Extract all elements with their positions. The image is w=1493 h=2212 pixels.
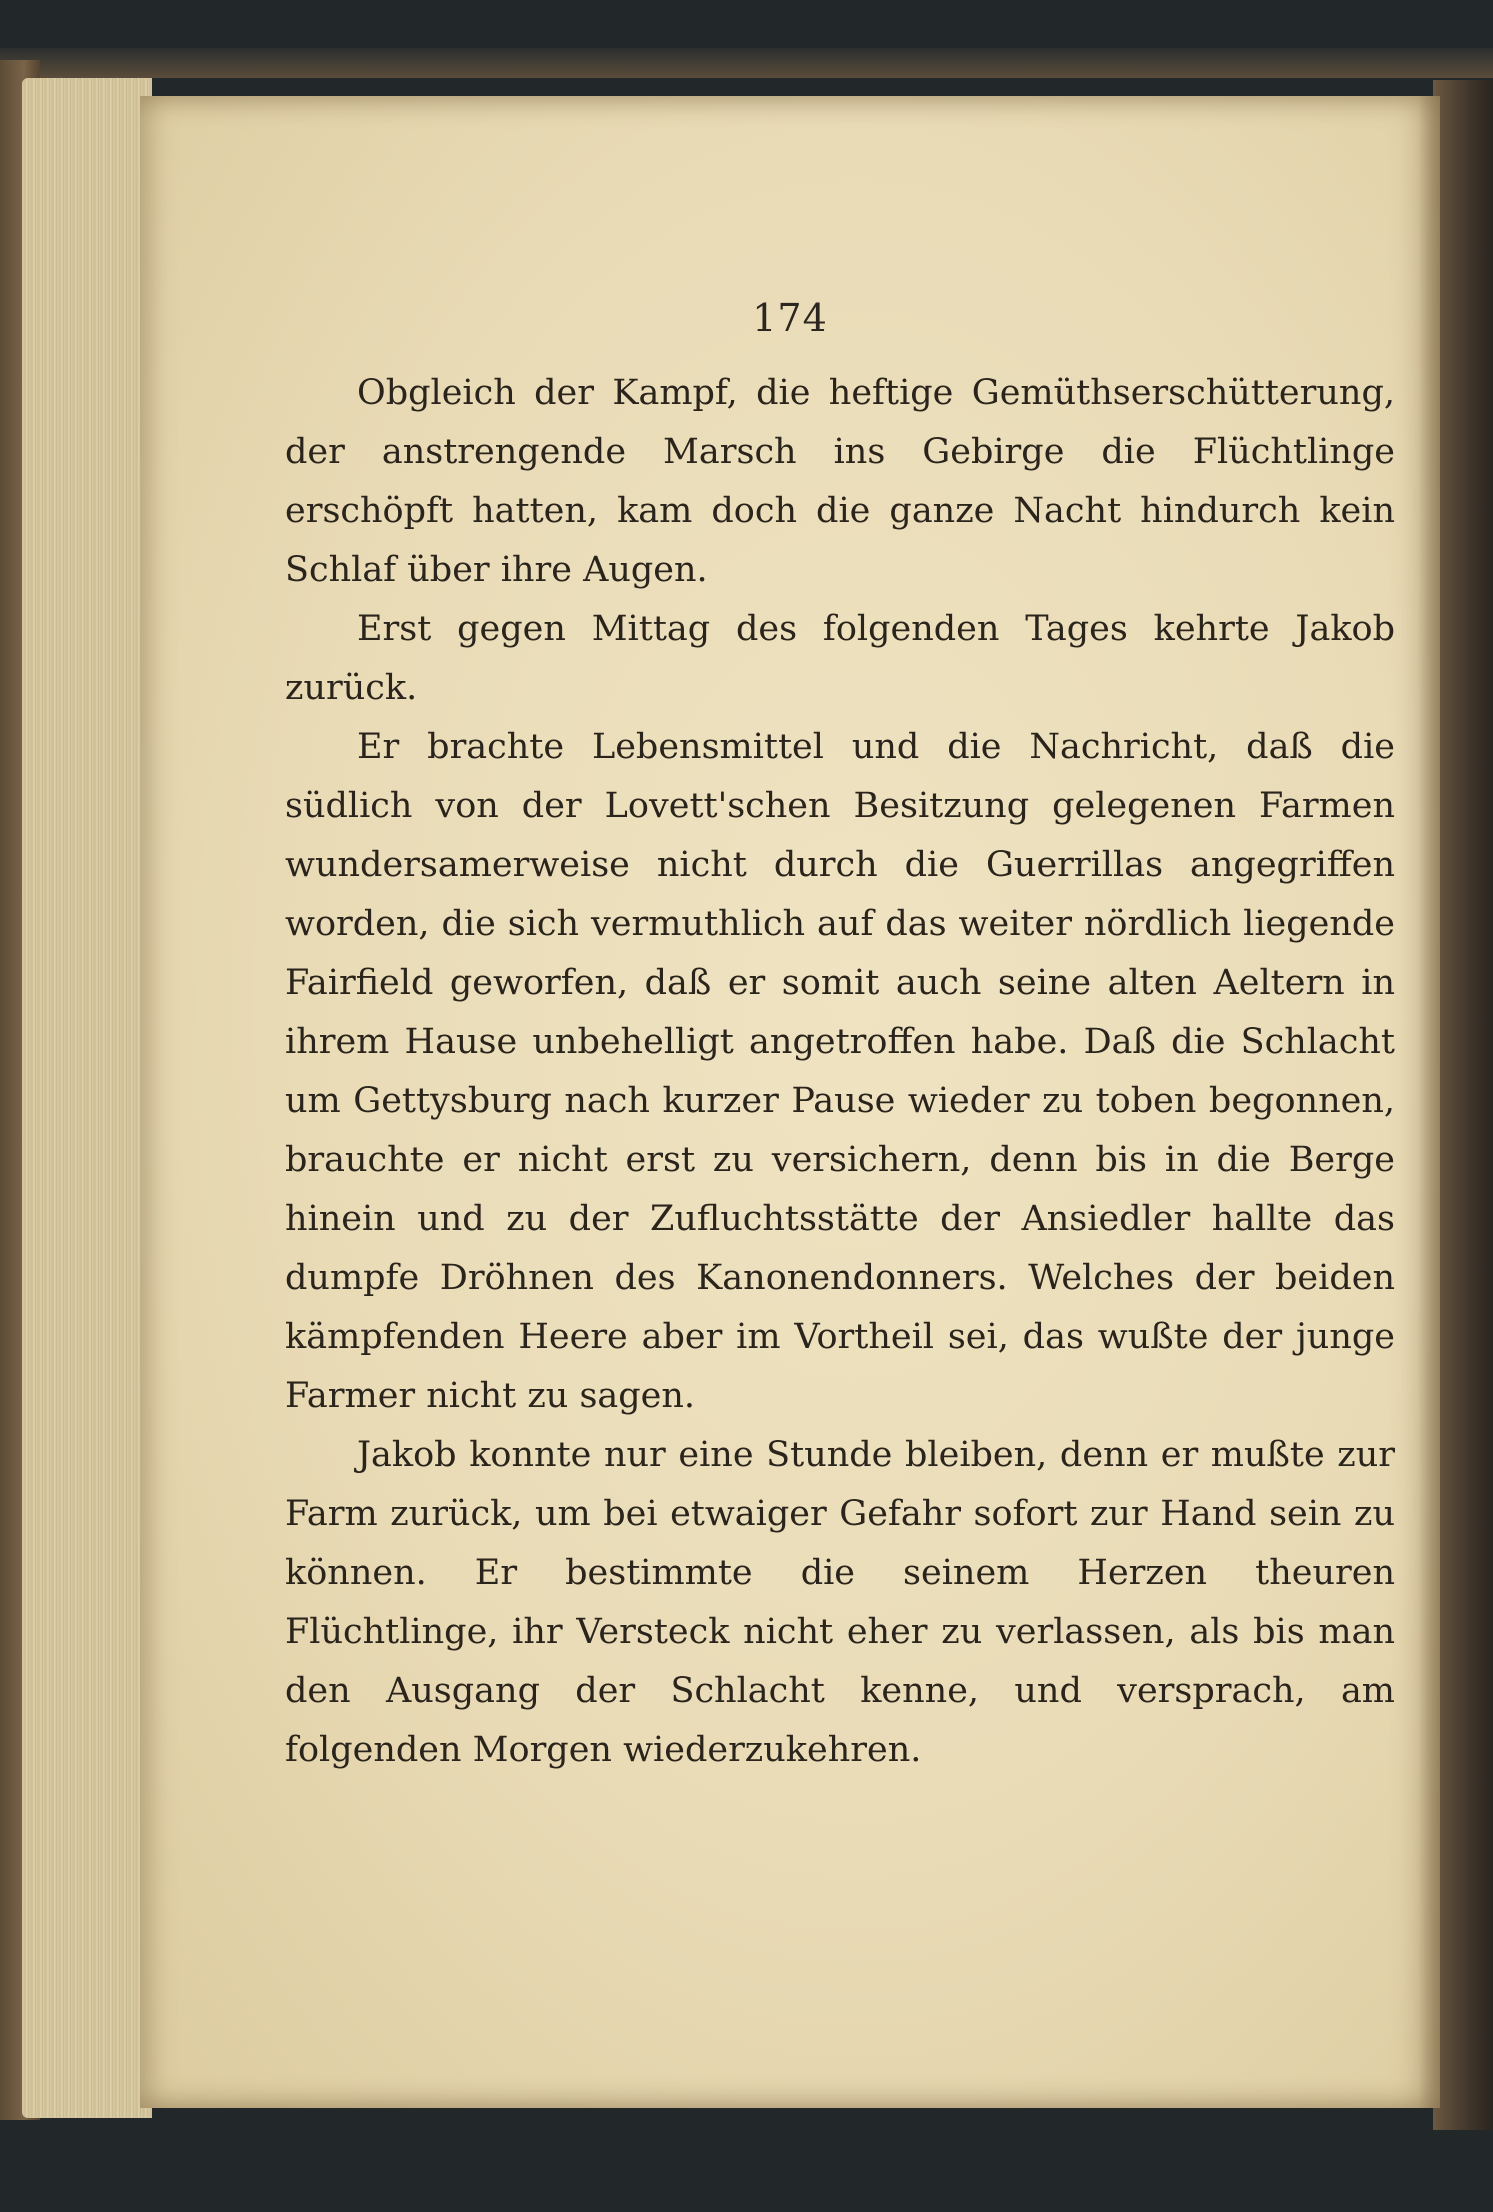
paragraph-2: Erst gegen Mittag des folgenden Tages kehrte Jakob zurück. [285, 609, 1395, 708]
book-page [140, 96, 1440, 2108]
paragraph-3: Er brachte Lebensmittel und die Nachricht, daß die südlich von der Lovett'schen Besitzung gelegenen Farmen wundersamerweise nicht durch die Guerrillas angegriffen worden, die sich vermuthlich auf das weiter nördlich liegende Fairfield geworfen, daß er somit auch seine alten Aeltern in ihrem Hause unbehelligt angetroffen habe. Daß die Schlacht um Gettysburg nach kurzer Pause wieder zu toben begonnen, brauchte er nicht erst zu versichern, denn bis in die Berge hinein und zu der Zufluchtsstätte der Ansiedler hallte das dumpfe Dröhnen des Kanonendonners. Welches der beiden kämpfenden Heere aber im Vortheil sei, das wußte der junge Farmer nicht zu sagen. [285, 727, 1395, 1416]
book-cover-right-edge [1433, 80, 1493, 2130]
paragraph-1: Obgleich der Kampf, die heftige Gemüthserschütterung, der anstrengende Marsch ins Gebirge die Flüchtlinge erschöpft hatten, kam doch die ganze Nacht hindurch kein Schlaf über ihre Augen. [285, 373, 1395, 590]
book-cover-top-edge [0, 48, 1493, 78]
body-text [285, 364, 1395, 1780]
page-stack-edges [22, 78, 152, 2118]
paragraph-4: Jakob konnte nur eine Stunde bleiben, denn er mußte zur Farm zurück, um bei etwaiger Gefahr sofort zur Hand sein zu können. Er bestimmte die seinem Herzen theuren Flüchtlinge, ihr Versteck nicht eher zu verlassen, als bis man den Ausgang der Schlacht kenne, und versprach, am folgenden Morgen wiederzukehren. [285, 1435, 1395, 1770]
page-gutter-shadow [1418, 96, 1440, 2108]
page-number: 174 [752, 296, 828, 340]
